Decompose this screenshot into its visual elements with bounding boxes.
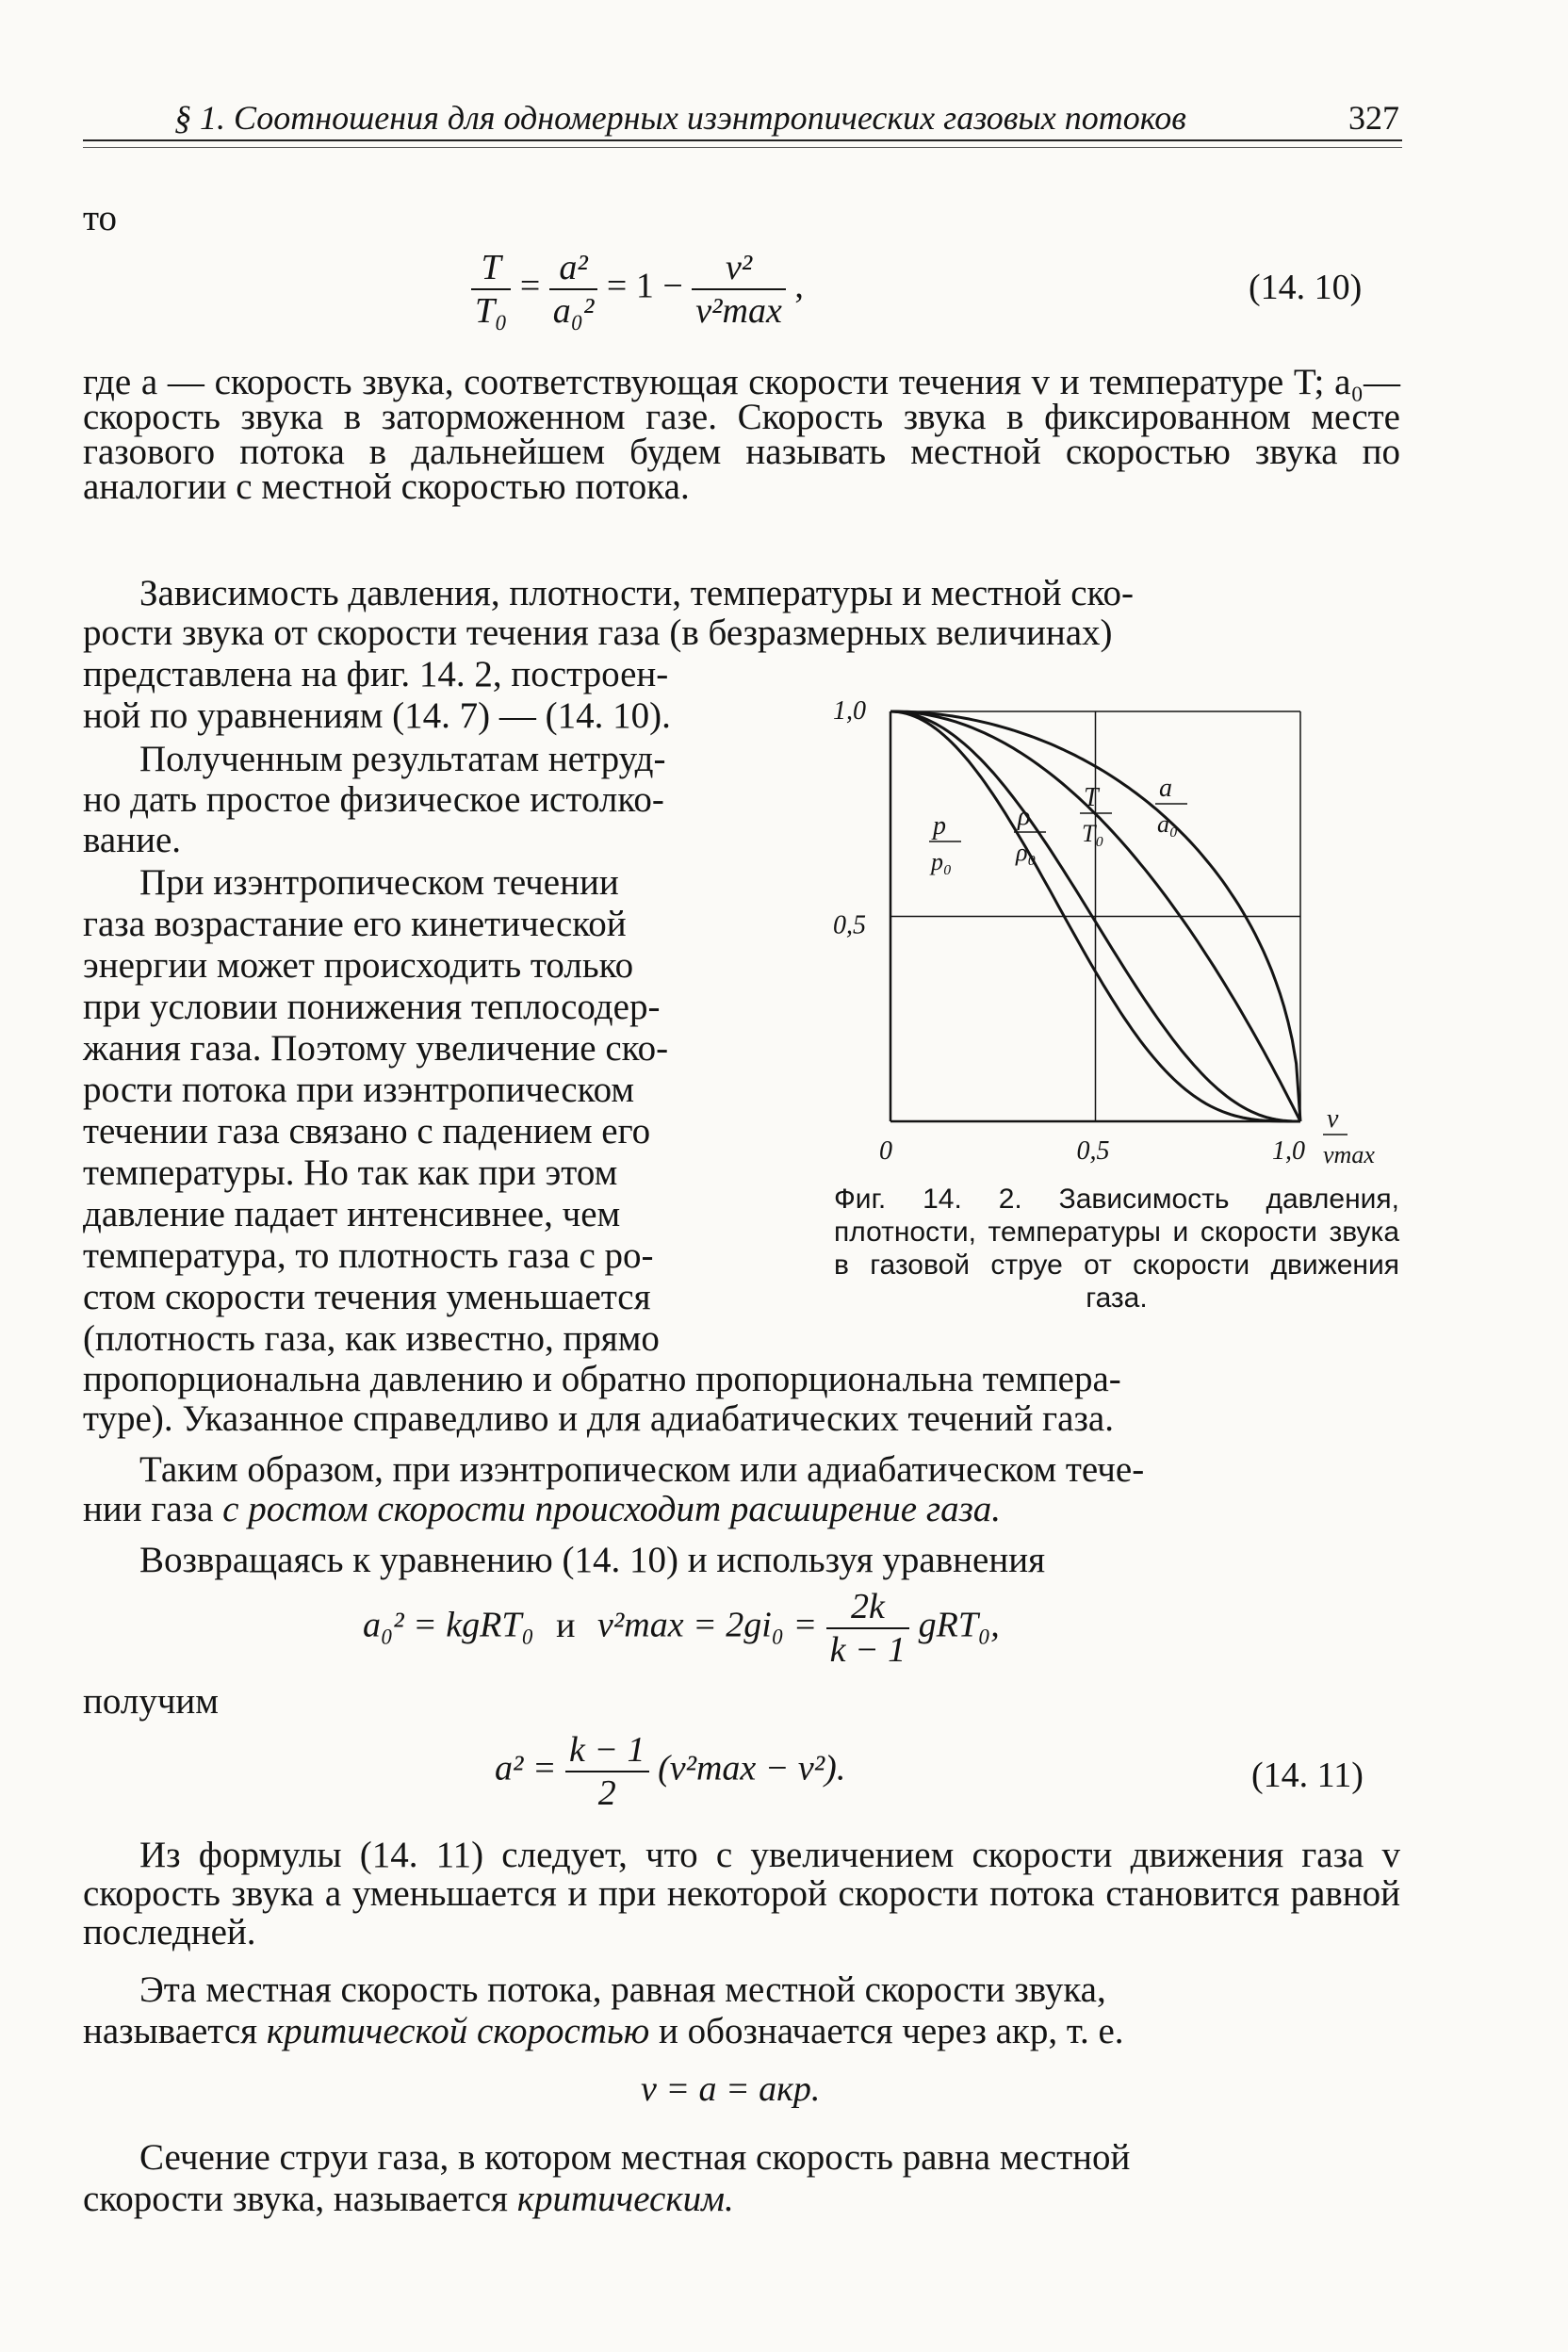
- fraction-k-1: [565, 1729, 649, 1814]
- frac-den: T₀: [471, 288, 511, 332]
- equation-number: (14. 11): [1251, 1756, 1364, 1795]
- para4-line: пропорциональна давлению и обратно пропорциональна темпера-: [83, 1359, 1121, 1399]
- frac-den: v²max: [692, 288, 786, 332]
- paragraph-1: где a — скорость звука, соответствующая скорости течения v и температуре T; a₀— скорость звука в заторможенном газе. Скорость звука в фиксированном месте газового потока в дальнейшем будем называть местной скоростью звука по аналогии с местной скоростью потока.: [83, 362, 1400, 507]
- figure-14-2: [829, 693, 1404, 1164]
- frac-num: a²: [559, 248, 588, 287]
- curve-label-num-2: T: [1084, 783, 1099, 812]
- para5-text: нии газа: [83, 1489, 223, 1529]
- para8-line-2: [83, 2013, 1124, 2050]
- para4-line: течении газа связано с падением его: [83, 1111, 651, 1152]
- x-tick-label-0: 0: [879, 1136, 892, 1164]
- fraction-a-a0: [549, 247, 598, 332]
- running-title: § 1. Соотношения для одномерных изэнтропических газовых потоков: [174, 99, 1186, 137]
- eq-aux-part: gRT₀,: [918, 1605, 1000, 1645]
- equation-critical: v = a = aкр.: [641, 2069, 821, 2109]
- para8-text: называется: [83, 2011, 267, 2051]
- para2-line-1: Зависимость давления, плотности, температуры и местной ско-: [139, 573, 1134, 613]
- para4-line: туре). Указанное справедливо и для адиабатических течений газа.: [83, 1398, 1114, 1439]
- curve-label-den-0: p₀: [931, 848, 953, 875]
- equation-14-10: $\frac{T}{\text{T₀}}$ = $\frac{\text{a²}}{\text{a₀²}}$ = 1 − $\frac{\text{v²}}{\text{v²max}}$ ,: [471, 247, 804, 332]
- curve-label-den-2: T₀: [1082, 820, 1104, 847]
- para4-line: жания газа. Поэтому увеличение ско-: [83, 1028, 669, 1069]
- para4-line: температура, то плотность газа с ро-: [83, 1235, 654, 1276]
- chart-labels: [833, 696, 1375, 1164]
- y-tick-label-1-0: 1,0: [833, 696, 866, 726]
- para3-line-3: вание.: [83, 820, 182, 860]
- eq-aux-part: a₀² = kgRT₀: [363, 1605, 534, 1645]
- para8-text: и обозначается через aкр, т. е.: [649, 2011, 1124, 2051]
- curve-label-den-1: ρ₀: [1016, 839, 1037, 866]
- para2-line-2: рости звука от скорости течения газа (в безразмерных величинах): [83, 612, 1113, 653]
- para5-line-2: [83, 1491, 1001, 1528]
- para4-line: при условии понижения теплосодер-: [83, 987, 661, 1027]
- equation-auxiliary: [363, 1586, 1000, 1671]
- fraction-t-t0: [471, 247, 511, 332]
- para3-line-2: но дать простое физическое истолко-: [83, 779, 664, 820]
- fraction-v-vmax: [692, 247, 786, 332]
- para4-line: газа возрастание его кинетической: [83, 904, 627, 944]
- para3-line-1: Полученным результатам нетруд-: [139, 739, 666, 779]
- curve-label-num-0: p: [933, 811, 946, 841]
- para9-text: скорости звука, называется: [83, 2179, 517, 2219]
- para4-line: рости потока при изэнтропическом: [83, 1070, 634, 1110]
- paragraph-6: Возвращаясь к уравнению (14. 10) и используя уравнения: [139, 1540, 1046, 1580]
- frac-num: T: [481, 248, 501, 287]
- x-tick-label-0-5: 0,5: [1076, 1136, 1110, 1164]
- para4-line: температуры. Но так как при этом: [83, 1152, 618, 1193]
- para4-line: (плотность газа, как известно, прямо: [83, 1318, 660, 1359]
- word-get: получим: [83, 1681, 219, 1722]
- x-axis-label-den: vmax: [1323, 1141, 1375, 1164]
- page-number: 327: [1348, 99, 1399, 137]
- y-tick-label-0-5: 0,5: [833, 910, 866, 940]
- equation-operator: = 1 −: [606, 266, 683, 306]
- eq-rhs: (v²max − v²).: [658, 1748, 846, 1788]
- curve-label-num-3: a: [1159, 774, 1172, 803]
- curve-label-num-1: ρ: [1018, 802, 1031, 831]
- frac-num: 2k: [850, 1587, 885, 1626]
- para4-line: энергии может происходить только: [83, 945, 634, 986]
- page-header: [90, 94, 1399, 141]
- eq-lhs: a² =: [495, 1748, 557, 1788]
- para4-line: стом скорости течения уменьшается: [83, 1277, 651, 1317]
- paragraph-7: Из формулы (14. 11) следует, что с увеличением скорости движения газа v скорость звука a уменьшается и при некоторой скорости потока становится равной последней.: [83, 1835, 1400, 1952]
- header-rule-thin: [83, 147, 1402, 148]
- equation-14-11: [495, 1729, 845, 1814]
- eq-aux-part: v²max = 2gi₀ =: [597, 1605, 818, 1645]
- para9-line-1: Сечение струи газа, в котором местная скорость равна местной: [139, 2137, 1131, 2178]
- para4-line: давление падает интенсивнее, чем: [83, 1194, 621, 1234]
- para2-line-3: представлена на фиг. 14. 2, построен-: [83, 654, 669, 694]
- para8-line-1: Эта местная скорость потока, равная местной скорости звука,: [139, 1969, 1106, 2010]
- frac-den: 2: [565, 1771, 649, 1814]
- x-axis-label-num: v: [1327, 1104, 1339, 1134]
- chart-axes: [890, 711, 1300, 1121]
- intro-word: то: [83, 198, 118, 238]
- x-tick-label-1-0: 1,0: [1272, 1136, 1305, 1164]
- para8-emphasis: критической скоростью: [266, 2011, 650, 2051]
- frac-num: v²: [725, 248, 753, 287]
- equation-number: (14. 10): [1249, 268, 1363, 307]
- figure-caption: Фиг. 14. 2. Зависимость давления, плотности, температуры и скорости звука в газовой струе от скорости движения газа.: [834, 1184, 1399, 1314]
- para9-emphasis: критическим.: [516, 2179, 734, 2219]
- frac-den: k − 1: [826, 1627, 910, 1671]
- para5-emphasis: с ростом скорости происходит расширение газа.: [222, 1489, 1002, 1529]
- para5-line-1: Таким образом, при изэнтропическом или адиабатическом тече-: [139, 1449, 1145, 1490]
- para2-line-4: ной по уравнениям (14. 7) — (14. 10).: [83, 695, 671, 736]
- para9-line-2: [83, 2180, 734, 2218]
- fraction-2k: [826, 1586, 910, 1671]
- eq-aux-conj: и: [556, 1605, 576, 1645]
- equation-tail: ,: [794, 266, 804, 306]
- frac-num: k − 1: [569, 1730, 645, 1770]
- curve-label-den-3: a₀: [1157, 810, 1179, 838]
- para4-line: При изэнтропическом течении: [139, 862, 619, 903]
- frac-den: a₀²: [549, 288, 598, 332]
- header-rule: [83, 139, 1402, 141]
